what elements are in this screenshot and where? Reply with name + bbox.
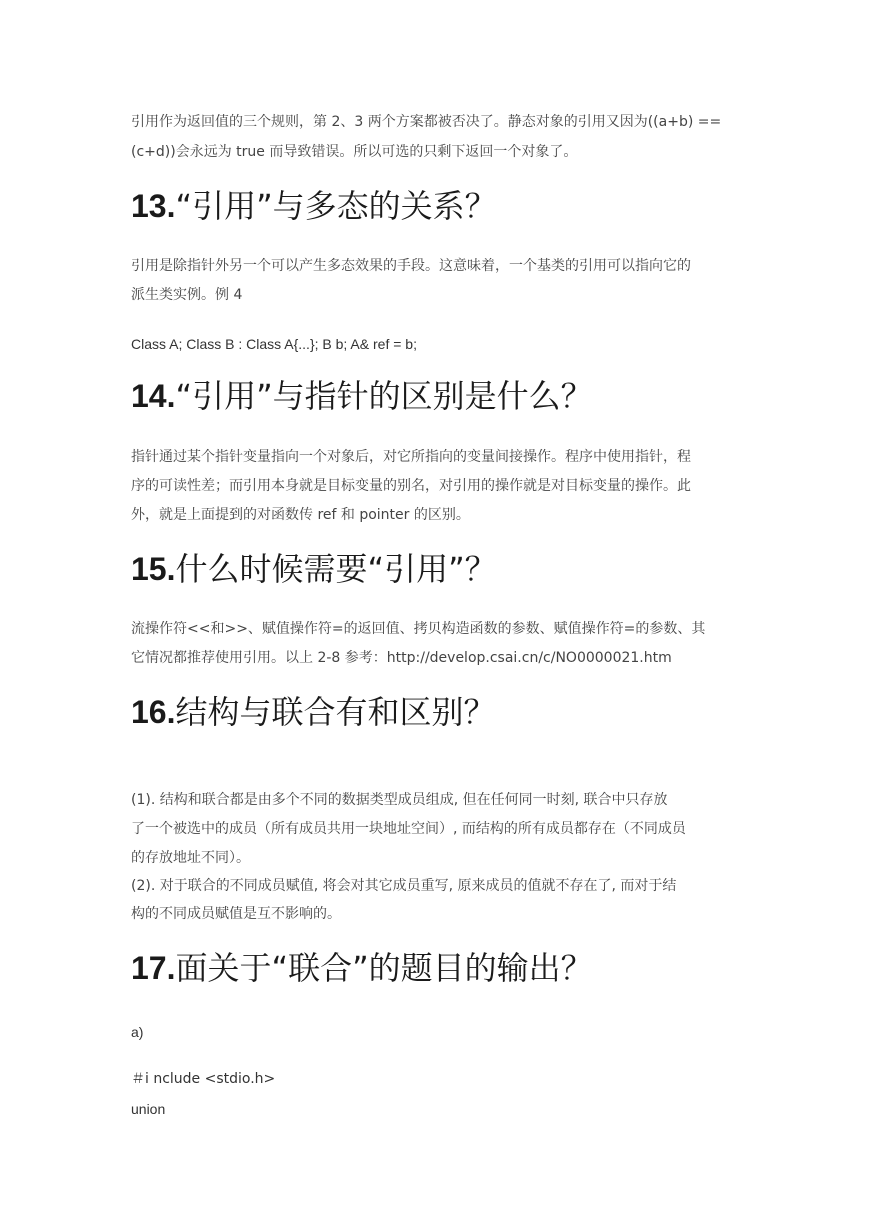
heading-13-title: “引用”与多态的关系？ [175,187,497,225]
heading-15 [131,549,771,589]
intro-line-2: (c+d))会永远为 true 而导致错误。所以可选的只剩下返回一个对象了。 [131,144,578,160]
intro-line-1: 引用作为返回值的三个规则，第 2、3 两个方案都被否决了。静态对象的引用又因为((a+b) == [131,114,722,130]
q15-para-line-2: 它情况都推荐使用引用。以上 2-8 参考：http://develop.csai.cn/c/NO0000021.htm [131,650,672,666]
q15-para-line-1: 流操作符<<和>>、赋值操作符=的返回值、拷贝构造函数的参数、赋值操作符=的参数、其 [131,621,706,637]
heading-17-number: 17. [131,950,176,986]
heading-16-number: 16. [131,694,176,730]
q13-para-line-1: 引用是除指针外另一个可以产生多态效果的手段。这意味着，一个基类的引用可以指向它的 [131,258,691,274]
heading-14 [131,376,771,416]
heading-16-title: 结构与联合有和区别？ [175,693,496,731]
q16-item-1-line-1: (1). 结构和联合都是由多个不同的数据类型成员组成, 但在任何同一时刻, 联合中只存放 [131,792,668,808]
heading-15-title: 什么时候需要“引用”？ [175,550,497,588]
q14-para-line-2: 序的可读性差；而引用本身就是目标变量的别名，对引用的操作就是对目标变量的操作。此 [131,478,691,494]
q17-label-a: a) [131,1024,144,1040]
heading-13-number: 13. [131,188,176,224]
heading-14-number: 14. [131,378,176,414]
q13-code-line: Class A; Class B : Class A{...}; B b; A& ref = b; [131,336,417,352]
heading-17-title: 面关于“联合”的题目的输出？ [175,949,593,987]
heading-15-number: 15. [131,551,176,587]
heading-17 [131,948,771,988]
q16-item-1-line-3: 的存放地址不同）。 [131,850,250,866]
heading-16 [131,692,771,732]
q14-para-line-3: 外，就是上面提到的对函数传 ref 和 pointer 的区别。 [131,507,470,523]
q16-item-2-line-2: 构的不同成员赋值是互不影响的。 [131,906,341,922]
heading-13 [131,186,771,226]
heading-14-title: “引用”与指针的区别是什么？ [175,377,593,415]
q16-item-1-line-2: 了一个被选中的成员（所有成员共用一块地址空间）, 而结构的所有成员都存在（不同成员 [131,821,686,837]
q17-code-line-1: ＃i nclude <stdio.h> [131,1071,276,1087]
q17-code-line-2: union [131,1101,166,1117]
q14-para-line-1: 指针通过某个指针变量指向一个对象后，对它所指向的变量间接操作。程序中使用指针，程 [131,449,691,465]
q16-item-2-line-1: (2). 对于联合的不同成员赋值, 将会对其它成员重写, 原来成员的值就不存在了, 而对于结 [131,878,677,894]
q13-para-line-2: 派生类实例。例 4 [131,287,243,303]
